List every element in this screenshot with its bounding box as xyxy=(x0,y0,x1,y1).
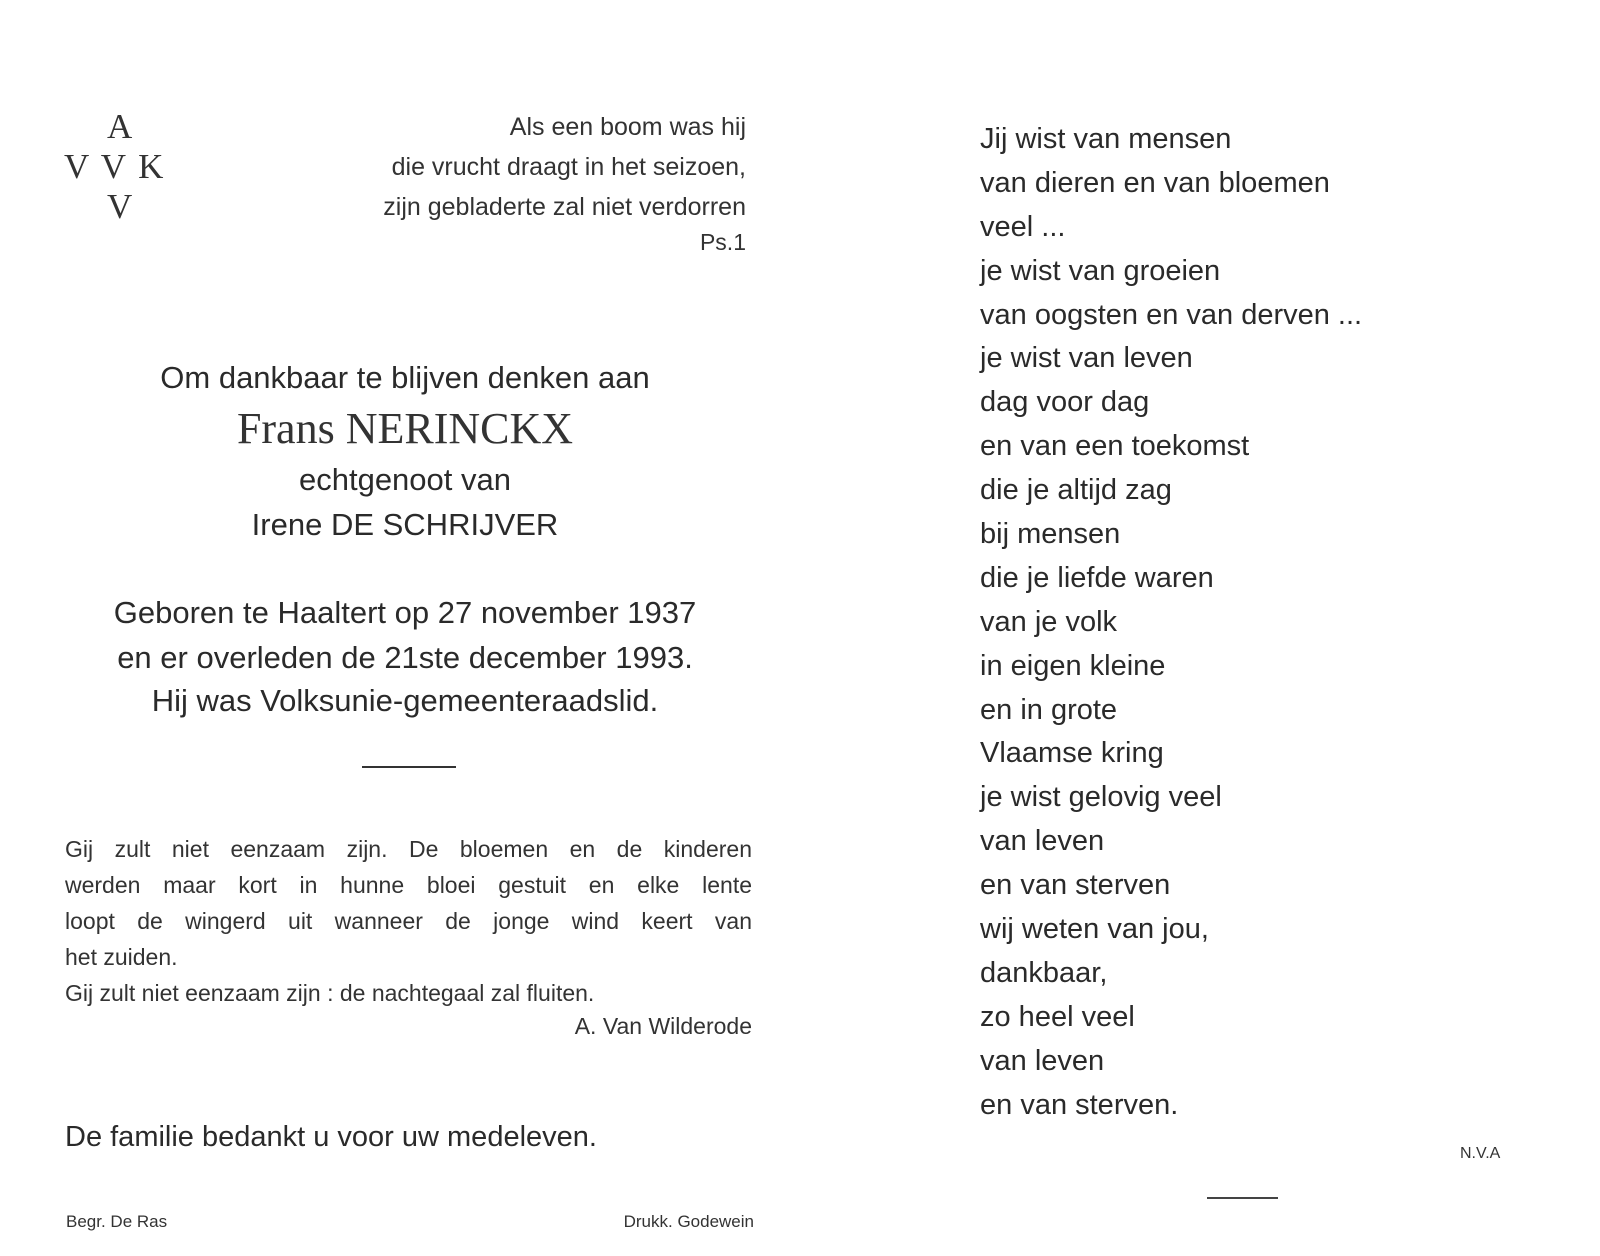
family-thanks: De familie bedankt u voor uw medeleven. xyxy=(65,1121,597,1153)
poem-line: je wist van groeien xyxy=(980,254,1221,287)
psalm-reference: Ps.1 xyxy=(699,229,746,255)
printer: Drukk. Godewein xyxy=(623,1212,754,1231)
prose-quote xyxy=(65,831,752,1011)
poem-line: in eigen kleine xyxy=(980,649,1166,682)
poem-line: wij weten van jou, xyxy=(980,913,1209,946)
poem-line: van leven xyxy=(980,825,1105,858)
poem-line: Vlaamse kring xyxy=(980,737,1164,770)
poem-line: je wist gelovig veel xyxy=(980,781,1222,814)
poem-line: die je liefde waren xyxy=(980,561,1214,594)
avvk-cross-top: A xyxy=(107,107,133,146)
spouse-name: Irene DE SCHRIJVER xyxy=(251,507,559,542)
poem-line: en van een toekomst xyxy=(980,430,1250,463)
divider xyxy=(1207,1197,1278,1199)
poem-line: dankbaar, xyxy=(980,956,1108,989)
poem-line: Jij wist van mensen xyxy=(980,123,1232,155)
prose-author: A. Van Wilderode xyxy=(574,1013,752,1039)
poem-line: van oogsten en van derven ... xyxy=(980,298,1363,331)
poem-line: van dieren en van bloemen xyxy=(980,166,1330,199)
death-line: en er overleden de 21ste december 1993. xyxy=(117,640,693,675)
divider xyxy=(362,766,456,768)
poem-line: veel ... xyxy=(980,210,1066,243)
spouse-label: echtgenoot van xyxy=(298,462,511,497)
avvk-cross-middle: V V K xyxy=(64,147,164,186)
memorial-intro: Om dankbaar te blijven denken aan xyxy=(160,360,650,395)
poem-line: en van sterven. xyxy=(980,1088,1179,1121)
poem-line: van leven xyxy=(980,1044,1105,1077)
psalm-line: zijn gebladerte zal niet verdorren xyxy=(383,193,746,221)
prose-line: werden maar kort in hunne bloei gestuit en elke lente xyxy=(65,872,752,898)
prose-line: Gij zult niet eenzaam zijn : de nachtegaal zal fluiten. xyxy=(65,980,595,1006)
poem-line: bij mensen xyxy=(980,518,1121,551)
funeral-director: Begr. De Ras xyxy=(66,1212,168,1231)
poem-line: en van sterven xyxy=(980,869,1171,902)
poem-line: zo heel veel xyxy=(980,1000,1135,1033)
poem-line: en in grote xyxy=(980,693,1118,726)
role-line: Hij was Volksunie-gemeenteraadslid. xyxy=(151,683,659,718)
birth-line: Geboren te Haaltert op 27 november 1937 xyxy=(113,595,697,630)
prose-line: loopt de wingerd uit wanneer de jonge wind keert van xyxy=(65,908,752,934)
avvk-cross-bottom: V xyxy=(107,187,133,226)
psalm-line: die vrucht draagt in het seizoen, xyxy=(391,153,746,181)
poem-signature: N.V.A xyxy=(1460,1145,1501,1162)
poem-line: die je altijd zag xyxy=(980,474,1172,507)
prose-line: het zuiden. xyxy=(65,944,178,970)
poem-line: van je volk xyxy=(980,605,1118,638)
poem-line: dag voor dag xyxy=(980,386,1150,419)
psalm-line: Als een boom was hij xyxy=(509,113,746,141)
deceased-name: Frans NERINCKX xyxy=(236,404,574,453)
poem xyxy=(980,118,1362,1127)
prose-line: Gij zult niet eenzaam zijn. De bloemen en de kinderen xyxy=(65,836,752,862)
poem-line: je wist van leven xyxy=(980,342,1193,375)
